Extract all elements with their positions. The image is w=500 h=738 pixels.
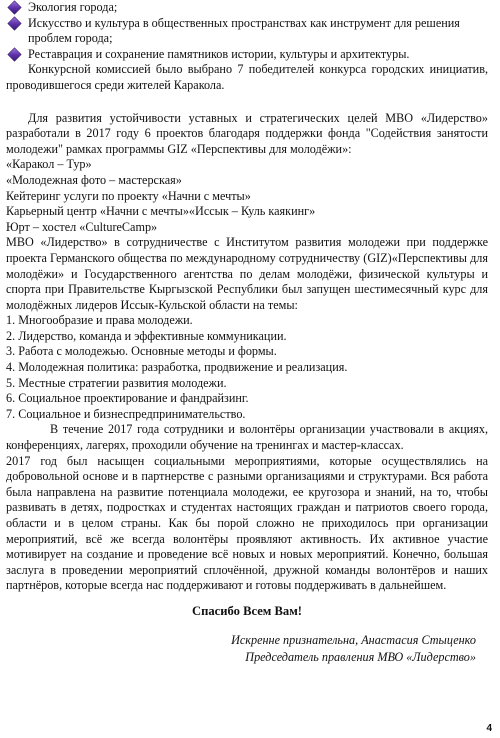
bullet-text: Искусство и культура в общественных пространствах как инструмент для решения проблем города; (28, 15, 460, 46)
bullet-item (6, 16, 488, 47)
signature-line-title: Председатель правления МВО «Лидерство» (245, 649, 476, 664)
project-item: Карьерный центр «Начни с мечты»«Иссык – Куль каякинг» (6, 204, 316, 219)
spacer (6, 94, 488, 111)
diamond-bullet-icon (8, 17, 21, 30)
bullet-item (6, 47, 488, 63)
course-topic-item: 5. Местные стратегии развития молодежи. (6, 375, 227, 390)
project-item: Юрт – хостел «CultureCamp» (6, 219, 158, 234)
course-topic-item: 2. Лидерство, команда и эффективные коммуникации. (6, 328, 287, 343)
course-topic-item: 3. Работа с молодежью. Основные методы и формы. (6, 344, 277, 359)
course-paragraph: МВО «Лидерство» в сотрудничестве с Институтом развития молодежи при поддержке проекта Германского общества по международному сотрудничеству (GIZ)«Перспективы для молодёжи» и Государственного агентства по делам молодёжи, физической культуры и спорта при Правительстве Кыргызской Республики был запущен шестимесячный курс для молодёжных лидеров Иссык-Кульской области на темы: (6, 235, 488, 312)
project-item: Кейтеринг услуги по проекту «Начни с мечты» (6, 188, 251, 203)
signature-block (6, 632, 488, 666)
course-topic-item: 7. Социальное и бизнеспредпринимательство. (6, 406, 246, 421)
project-item: «Молодежная фото – мастерская» (6, 172, 182, 187)
course-topic-item: 6. Социальное проектирование и фандрайзинг. (6, 391, 249, 406)
course-topic-item: 1. Многообразие и права молодежи. (6, 313, 193, 328)
document-page (6, 0, 488, 666)
projects-intro-paragraph: Для развития устойчивости уставных и стратегических целей МВО «Лидерство» разработали в 2017 году 6 проектов благодаря поддержки фонда "Содействия занятости молодежи" рамках программы GIZ «Перспективы для молодёжи»: (6, 110, 488, 156)
bullet-text: Экология города; (28, 0, 118, 14)
bullet-list (6, 0, 488, 62)
bullet-text: Реставрация и сохранение памятников истории, культуры и архитектуры. (28, 46, 410, 61)
diamond-bullet-icon (8, 48, 21, 61)
closing-paragraph: 2017 год был насыщен социальными мероприятиями, которые осуществлялись на добровольной основе и в партнерстве с разными организациями и структурами. Вся работа была направлена на развитие потенциала молодежи, ее кругозора и знаний, на то, чтобы развивать в детях, подростках и студентах настоящих граждан и патриотов своего города, области и в целом страны. Как бы порой сложно не приходилось при организации мероприятий, всё же всегда волонтёры проявляют активность. Их активное участие мотивирует на создание и проведение всё новых и новых мероприятий. Конечно, большая заслуга в проведении мероприятий сплочённой, дружной команды волонтёров и наших партнёров, которые всегда нас поддерживают и готовы поддерживать в дальнейшем. (6, 453, 488, 593)
project-item: «Каракол – Тур» (6, 157, 92, 172)
bullet-item (6, 0, 488, 16)
thanks-heading: Спасибо Всем Вам! (192, 603, 302, 618)
course-topics-list (6, 313, 488, 422)
diamond-bullet-icon (8, 1, 21, 14)
course-topic-item: 4. Молодежная политика: разработка, продвижение и реализация. (6, 360, 348, 375)
page-number: 4 (486, 723, 492, 734)
winners-paragraph: Конкурсной комиссией было выбрано 7 победителей конкурса городских инициатив, проводившегося среди жителей Каракола. (6, 62, 488, 92)
signature-line-name: Искренне признательна, Анастасия Стыценко (231, 632, 476, 647)
projects-list (6, 157, 488, 235)
volunteers-paragraph: В течение 2017 года сотрудники и волонтёры организации участвовали в акциях, конференциях, лагерях, проходили обучение на тренингах и мастер-классах. (6, 422, 488, 453)
